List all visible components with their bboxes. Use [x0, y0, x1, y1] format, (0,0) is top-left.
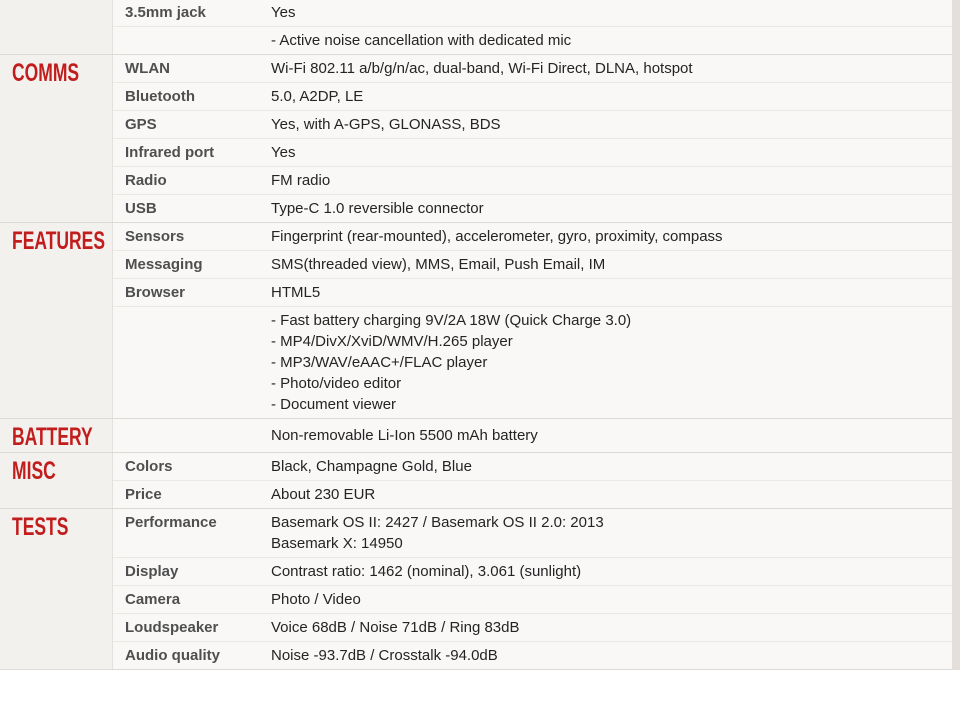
- spec-name: Sensors: [125, 228, 185, 245]
- spec-row-loudspeaker: [113, 613, 952, 641]
- spec-value: Yes, with A-GPS, GLONASS, BDS: [271, 116, 501, 133]
- spec-value: SMS(threaded view), MMS, Email, Push Email, IM: [271, 256, 606, 273]
- section-label: [0, 509, 113, 669]
- section-label: [0, 453, 113, 508]
- spec-row-wlan: [113, 55, 952, 82]
- spec-row-infrared: [113, 138, 952, 166]
- section-rows: [113, 419, 952, 452]
- spec-name: Browser: [125, 284, 186, 301]
- section-rows: [113, 509, 952, 669]
- spec-section-features: [0, 222, 952, 418]
- spec-value: Yes: [271, 144, 296, 161]
- section-label: [0, 0, 113, 54]
- spec-section-misc: [0, 452, 952, 508]
- spec-row-camera: [113, 585, 952, 613]
- spec-row-usb: [113, 194, 952, 222]
- spec-section-comms: [0, 54, 952, 222]
- section-rows: [113, 453, 952, 508]
- spec-row-messaging: [113, 250, 952, 278]
- spec-name: USB: [125, 200, 157, 217]
- section-label-text: BATTERY: [12, 423, 93, 451]
- spec-value: Black, Champagne Gold, Blue: [271, 458, 472, 475]
- spec-row-battery: [113, 419, 952, 452]
- spec-row-radio: [113, 166, 952, 194]
- spec-row-colors: [113, 453, 952, 480]
- spec-name: Display: [125, 563, 179, 580]
- spec-name: Bluetooth: [125, 88, 195, 105]
- spec-name: WLAN: [125, 60, 170, 77]
- spec-row-35mm-jack: [113, 0, 952, 26]
- spec-name: [113, 419, 271, 452]
- spec-row-gps: [113, 110, 952, 138]
- spec-name: 3.5mm jack: [125, 4, 206, 21]
- spec-section-battery: [0, 418, 952, 452]
- spec-value: Basemark OS II: 2427 / Basemark OS II 2.0: 2013 Basemark X: 14950: [271, 514, 604, 552]
- spec-value: Voice 68dB / Noise 71dB / Ring 83dB: [271, 619, 520, 636]
- spec-name: [113, 307, 271, 418]
- spec-name: Radio: [125, 172, 167, 189]
- section-label-text: TESTS: [12, 513, 69, 541]
- spec-name: Camera: [125, 591, 181, 608]
- spec-value: - Fast battery charging 9V/2A 18W (Quick Charge 3.0) - MP4/DivX/XviD/WMV/H.265 player - MP3/WAV/eAAC+/FLAC player - Photo/video editor - Document viewer: [271, 312, 632, 413]
- spec-value: - Active noise cancellation with dedicated mic: [271, 32, 572, 49]
- spec-row-display: [113, 557, 952, 585]
- spec-value: Non-removable Li-Ion 5500 mAh battery: [271, 427, 538, 444]
- spec-name: Loudspeaker: [125, 619, 219, 636]
- page-edge-strip: [952, 0, 960, 670]
- spec-name: Colors: [125, 458, 173, 475]
- section-label: [0, 55, 113, 222]
- section-label-text: MISC: [12, 457, 56, 485]
- spec-name: Infrared port: [125, 144, 215, 161]
- spec-name: GPS: [125, 116, 157, 133]
- spec-row-sound-other: [113, 26, 952, 54]
- spec-value: Wi-Fi 802.11 a/b/g/n/ac, dual-band, Wi-Fi Direct, DLNA, hotspot: [271, 60, 693, 77]
- section-rows: [113, 223, 952, 418]
- spec-value: Fingerprint (rear-mounted), accelerometer, gyro, proximity, compass: [271, 228, 723, 245]
- spec-name: [113, 27, 271, 54]
- spec-row-sensors: [113, 223, 952, 250]
- spec-value: Photo / Video: [271, 591, 361, 608]
- spec-value: About 230 EUR: [271, 486, 376, 503]
- spec-value: 5.0, A2DP, LE: [271, 88, 364, 105]
- spec-value: Type-C 1.0 reversible connector: [271, 200, 484, 217]
- spec-value: FM radio: [271, 172, 331, 189]
- section-rows: [113, 0, 952, 54]
- spec-value: Contrast ratio: 1462 (nominal), 3.061 (sunlight): [271, 563, 582, 580]
- spec-row-price: [113, 480, 952, 508]
- spec-name: Audio quality: [125, 647, 220, 664]
- spec-value: HTML5: [271, 284, 321, 301]
- spec-section-tests: [0, 508, 952, 669]
- spec-row-browser: [113, 278, 952, 306]
- section-label: [0, 419, 113, 452]
- spec-row-performance: [113, 509, 952, 557]
- section-label: [0, 223, 113, 418]
- spec-name: Performance: [125, 514, 217, 531]
- spec-name: Price: [125, 486, 162, 503]
- spec-value: Yes: [271, 4, 296, 21]
- spec-row-features-other: [113, 306, 952, 418]
- section-label-text: FEATURES: [12, 227, 106, 255]
- spec-row-audio-quality: [113, 641, 952, 669]
- spec-section-sound: [0, 0, 952, 54]
- section-label-text: COMMS: [12, 59, 80, 87]
- spec-value: Noise -93.7dB / Crosstalk -94.0dB: [271, 647, 498, 664]
- spec-name: Messaging: [125, 256, 203, 273]
- section-rows: [113, 55, 952, 222]
- spec-row-bluetooth: [113, 82, 952, 110]
